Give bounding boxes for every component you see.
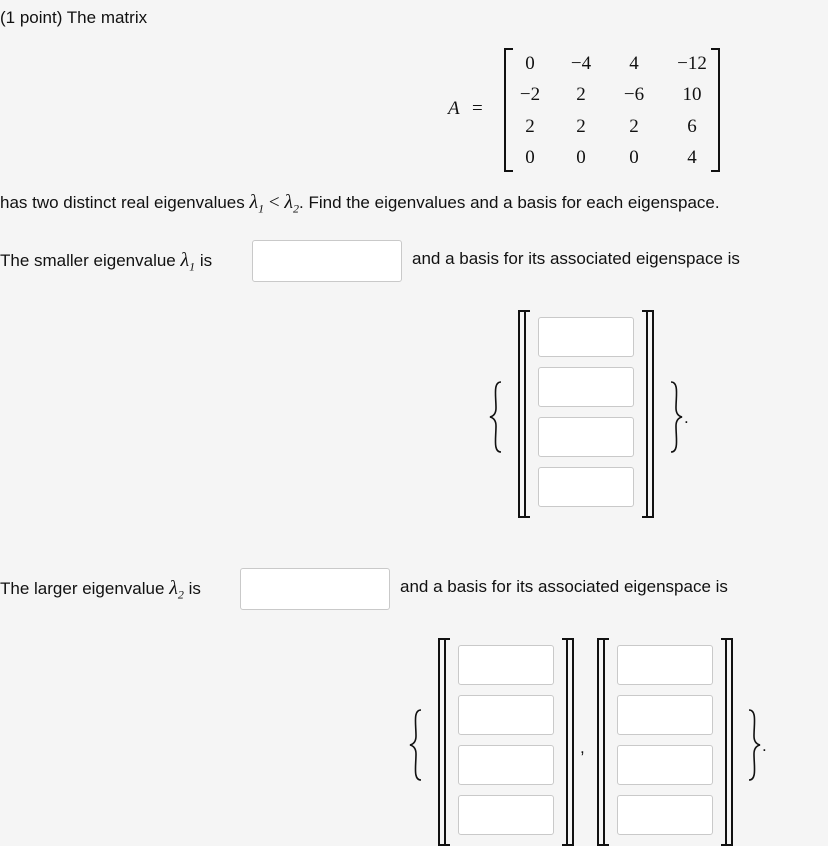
lambda-symbol: λ [284, 191, 294, 213]
matrix-cell: −4 [570, 53, 592, 74]
smaller-eigenvalue-prompt [0, 249, 212, 274]
basis2-vector1-entry-input[interactable] [458, 645, 554, 685]
statement-text: has two distinct real eigenvalues [0, 193, 245, 212]
is-text: is [199, 251, 213, 270]
matrix-cell: −12 [677, 53, 707, 74]
eigenspace-prompt: and a basis for its associated eigenspace is [412, 249, 740, 268]
smaller-eigenvalue-input[interactable] [252, 240, 402, 282]
basis2-vector2-entry-input[interactable] [617, 645, 713, 685]
basis1-entry-input[interactable] [538, 317, 634, 357]
lambda-subscript: 2 [177, 587, 184, 602]
period: . [762, 736, 767, 755]
eigenspace-prompt: and a basis for its associated eigenspace is [400, 577, 728, 596]
basis2-vector1-entry-input[interactable] [458, 795, 554, 835]
matrix-cell: 10 [682, 84, 702, 105]
lambda-subscript: 2 [293, 201, 300, 216]
right-brace-icon [746, 708, 762, 782]
matrix-cell: 0 [629, 147, 639, 168]
basis2-vector1-entry-input[interactable] [458, 695, 554, 735]
basis1-entry-input[interactable] [538, 467, 634, 507]
left-brace-icon [408, 708, 424, 782]
vector-left-bracket [518, 310, 530, 518]
lambda-symbol: λ [249, 191, 259, 213]
less-than-sign: < [268, 192, 280, 213]
matrix-cell: 0 [525, 53, 535, 74]
is-text: is [188, 579, 201, 598]
matrix-cell: 4 [687, 147, 697, 168]
larger-eigenvalue-input[interactable] [240, 568, 390, 610]
vector-separator: , [580, 738, 585, 757]
basis2-vector1-entry-input[interactable] [458, 745, 554, 785]
vector-left-bracket [438, 638, 450, 846]
vector-right-bracket [642, 310, 654, 518]
matrix-cell: 6 [687, 116, 697, 137]
basis2-vector2-entry-input[interactable] [617, 695, 713, 735]
lambda-symbol: λ [169, 577, 178, 599]
left-brace-icon [488, 380, 504, 454]
matrix-right-bracket [711, 48, 720, 172]
matrix-cell: 2 [525, 116, 535, 137]
matrix-cell: 0 [576, 147, 586, 168]
lambda-subscript: 1 [258, 201, 265, 216]
matrix-cell: 2 [576, 84, 586, 105]
problem-header [0, 8, 147, 28]
period: . [684, 408, 689, 427]
basis2-vector2-entry-input[interactable] [617, 745, 713, 785]
vector-right-bracket [721, 638, 733, 846]
vector-right-bracket [562, 638, 574, 846]
lambda-symbol: λ [180, 249, 190, 271]
matrix-cell: −6 [623, 84, 645, 105]
matrix-cell: −2 [519, 84, 541, 105]
lambda-subscript: 1 [189, 259, 196, 274]
larger-eigenvalue-prompt [0, 577, 201, 602]
basis1-entry-input[interactable] [538, 367, 634, 407]
prompt-text: The larger eigenvalue [0, 579, 165, 598]
right-brace-icon [668, 380, 684, 454]
problem-statement [0, 191, 720, 216]
intro-text: The matrix [66, 8, 148, 27]
points-label: (1 point) [0, 8, 63, 27]
statement-text: . Find the eigenvalues and a basis for each eigenspace. [299, 193, 720, 212]
basis1-entry-input[interactable] [538, 417, 634, 457]
basis2-vector2-entry-input[interactable] [617, 795, 713, 835]
matrix-cell: 2 [629, 116, 639, 137]
vector-left-bracket [597, 638, 609, 846]
matrix-cell: 4 [629, 53, 639, 74]
matrix-cell: 2 [576, 116, 586, 137]
equals-sign: = [472, 98, 483, 119]
prompt-text: The smaller eigenvalue [0, 251, 176, 270]
matrix-name: A [448, 98, 460, 119]
matrix-cell: 0 [525, 147, 535, 168]
